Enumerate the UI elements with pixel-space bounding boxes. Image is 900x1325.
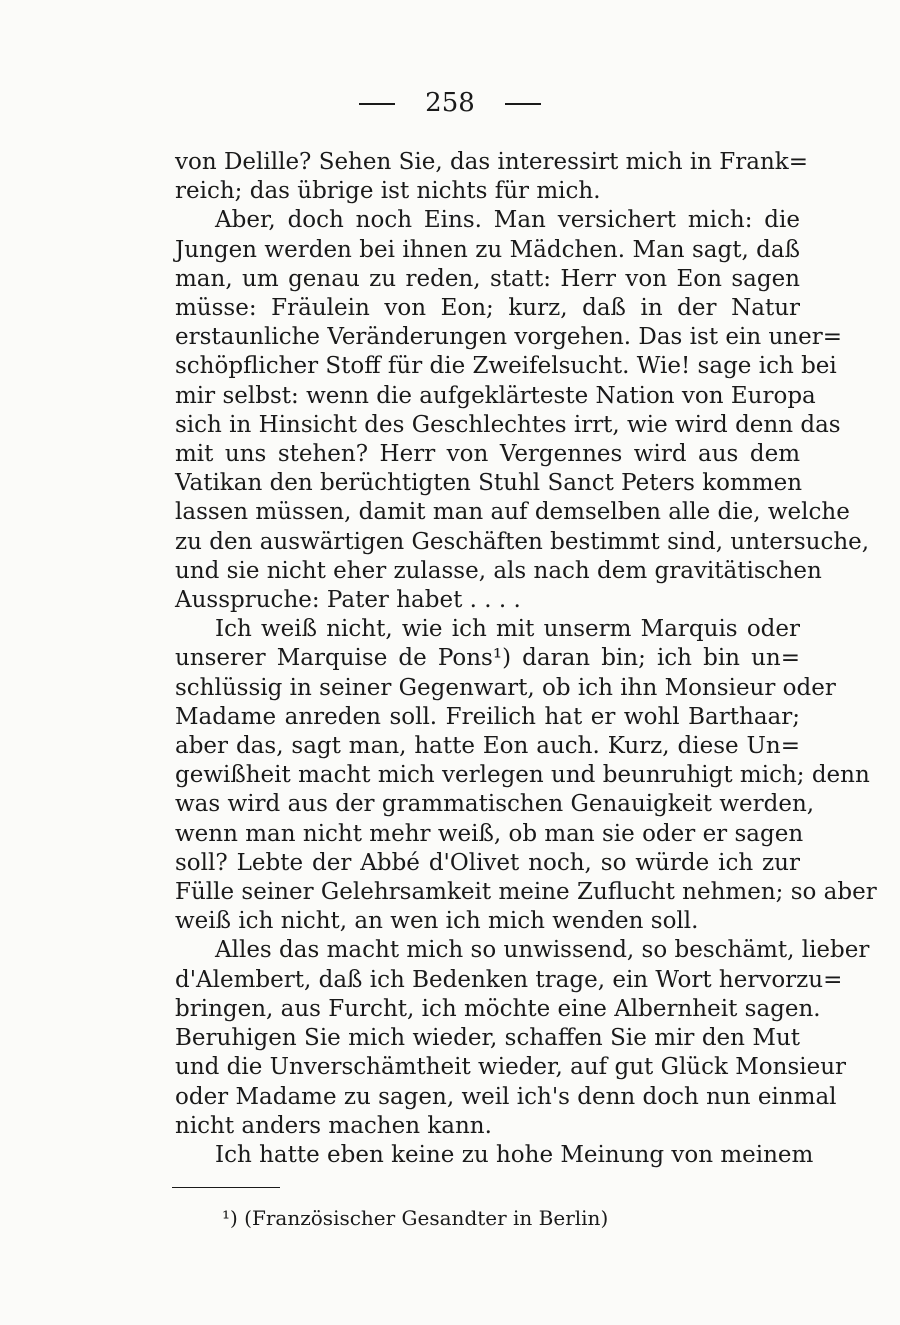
text-line: Aber, doch noch Eins. Man versichert mich: die [215,207,800,234]
dash-left [359,103,395,105]
text-line: gewißheit macht mich verlegen und beunruhigt mich; denn [175,762,870,789]
text-line: bringen, aus Furcht, ich möchte eine Albernheit sagen. [175,995,821,1022]
text-line: soll? Lebte der Abbé d'Olivet noch, so würde ich zur [175,849,800,876]
text-line: Vatikan den berüchtigten Stuhl Sanct Peters kommen [175,470,803,497]
page-number: 258 [425,88,475,118]
body-text [175,148,877,1170]
text-line: Ich weiß nicht, wie ich mit unserm Marquis oder [215,616,800,643]
text-line: man, um genau zu reden, statt: Herr von Eon sagen [175,265,800,292]
text-line: Fülle seiner Gelehrsamkeit meine Zuflucht nehmen; so aber [175,879,877,906]
footnote-rule [172,1187,280,1188]
footnote: ¹) (Französischer Gesandter in Berlin) [222,1206,609,1230]
text-line: und die Unverschämtheit wieder, auf gut Glück Monsieur [175,1054,847,1081]
text-line: schöpflicher Stoff für die Zweifelsucht. Wie! sage ich bei [175,353,837,380]
text-line: reich; das übrige ist nichts für mich. [175,178,601,205]
dash-right [505,103,541,105]
text-line: und sie nicht eher zulasse, als nach dem gravitätischen [175,557,822,584]
text-line: mir selbst: wenn die aufgeklärteste Nation von Europa [175,382,816,409]
text-line: d'Alembert, daß ich Bedenken trage, ein Wort hervorzu= [175,966,843,993]
text-line: schlüssig in seiner Gegenwart, ob ich ihn Monsieur oder [175,674,836,701]
text-line: müsse: Fräulein von Eon; kurz, daß in der Natur [175,295,800,322]
text-line: von Delille? Sehen Sie, das interessirt mich in Frank= [175,149,808,175]
text-line: Madame anreden soll. Freilich hat er wohl Barthaar; [175,703,800,730]
text-line: oder Madame zu sagen, weil ich's denn doch nun einmal [175,1083,837,1110]
text-line: Alles das macht mich so unwissend, so beschämt, lieber [215,937,870,964]
text-line: Jungen werden bei ihnen zu Mädchen. Man sagt, daß [175,236,800,263]
text-line: Beruhigen Sie mich wieder, schaffen Sie mir den Mut [175,1025,800,1052]
text-line: Ich hatte eben keine zu hohe Meinung von meinem [215,1141,814,1168]
text-line: unserer Marquise de Pons¹) daran bin; ich bin un= [175,645,800,672]
text-line: was wird aus der grammatischen Genauigkeit werden, [175,791,815,818]
page-number-header [0,88,900,118]
text-line: mit uns stehen? Herr von Vergennes wird aus dem [175,441,800,468]
text-line: aber das, sagt man, hatte Eon auch. Kurz, diese Un= [175,733,800,760]
text-line: Ausspruche: Pater habet . . . . [175,587,521,614]
text-line: zu den auswärtigen Geschäften bestimmt sind, untersuche, [175,528,870,555]
text-line: nicht anders machen kann. [175,1112,492,1139]
text-line: sich in Hinsicht des Geschlechtes irrt, wie wird denn das [175,411,841,438]
text-line: erstaunliche Veränderungen vorgehen. Das ist ein uner= [175,324,842,351]
text-line: wenn man nicht mehr weiß, ob man sie oder er sagen [175,820,804,847]
text-line: lassen müssen, damit man auf demselben alle die, welche [175,499,850,526]
text-line: weiß ich nicht, an wen ich mich wenden soll. [175,908,699,935]
